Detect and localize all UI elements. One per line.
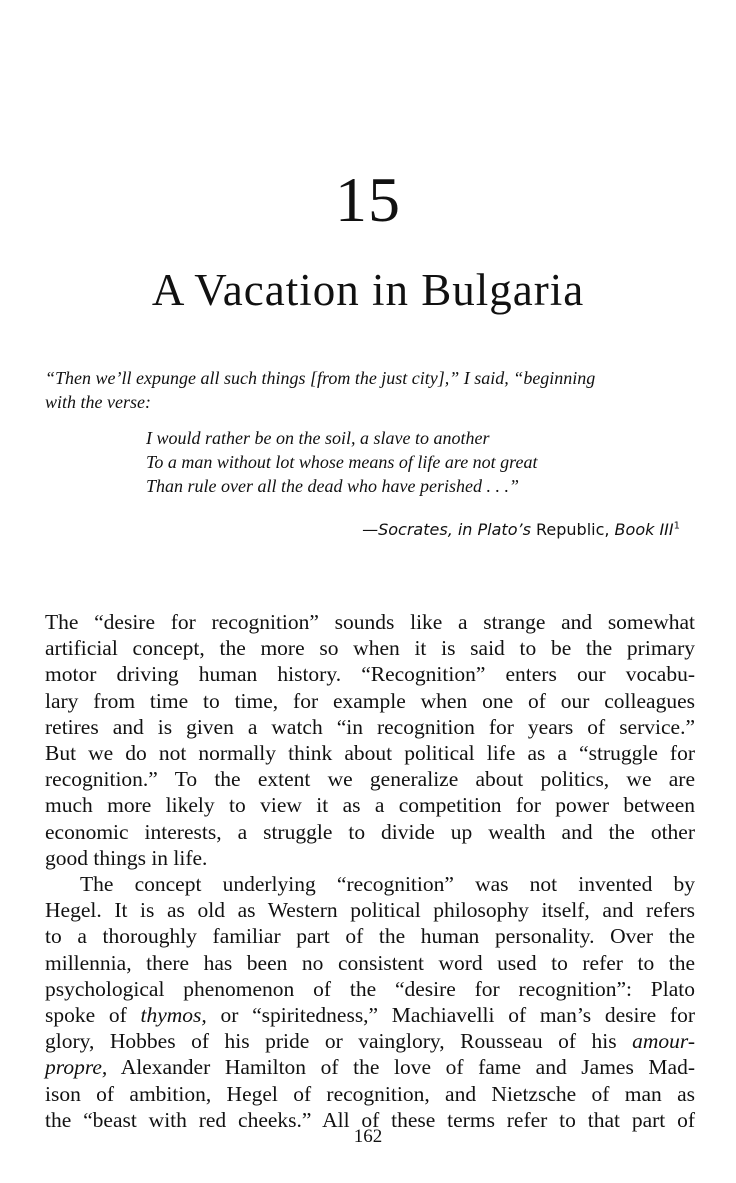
verse-line: I would rather be on the soil, a slave to another <box>146 428 490 448</box>
verse-line: To a man without lot whose means of life are not great <box>146 452 538 472</box>
body-line: lary from time to time, for example when one of our colleagues <box>45 688 695 713</box>
body-line: the “beast with red cheeks.” All of these terms refer to that part of <box>45 1107 695 1132</box>
emphasis-propre: propre, <box>45 1055 108 1080</box>
epigraph-line: with the verse: <box>45 392 151 412</box>
attribution-suffix: Book III <box>609 520 674 539</box>
epigraph-lead <box>45 366 690 414</box>
footnote-mark: 1 <box>673 520 680 532</box>
body-line: ison of ambition, Hegel of recognition, and Nietzsche of man as <box>45 1081 695 1106</box>
body-line: recognition.” To the extent we generalize about politics, we are <box>45 767 695 792</box>
chapter-title: A Vacation in Bulgaria <box>151 265 585 315</box>
page-number: 162 <box>353 1126 383 1147</box>
verse-line: Than rule over all the dead who have perished . . .” <box>146 476 519 496</box>
body-text-span: Alexander Hamilton of the love of fame and James Mad- <box>107 1055 695 1080</box>
body-line: millennia, there has been no consistent word used to refer to the <box>45 950 695 975</box>
body-text-span: glory, Hobbes of his pride or vainglory, Rousseau of his <box>45 1029 633 1054</box>
body-line <box>45 1054 695 1080</box>
epigraph-attribution <box>45 518 690 542</box>
body-line <box>45 1002 695 1028</box>
body-line: psychological phenomenon of the “desire for recognition”: Plato <box>45 976 695 1001</box>
body-line <box>45 1028 695 1054</box>
body-text-span: or “spiritedness,” Machiavelli of man’s desire for <box>206 1003 695 1028</box>
body-line: economic interests, a struggle to divide up wealth and the other <box>45 819 695 844</box>
body-line: good things in life. <box>45 845 208 870</box>
emphasis-amour: amour- <box>632 1029 695 1054</box>
verse-block <box>146 426 690 498</box>
body-line: The concept underlying “recognition” was not invented by <box>80 872 695 897</box>
body-text <box>45 609 695 1133</box>
attribution-prefix: —Socrates, in Plato’s <box>362 520 536 539</box>
chapter-number: 15 <box>335 164 401 235</box>
emphasis-thymos: thymos, <box>140 1003 207 1028</box>
body-line: much more likely to view it as a competition for power between <box>45 793 695 818</box>
body-line: The “desire for recognition” sounds like a strange and somewhat <box>45 610 695 634</box>
body-line: Hegel. It is as old as Western political philosophy itself, and refers <box>45 898 695 923</box>
body-line: retires and is given a watch “in recognition for years of service.” <box>45 714 695 739</box>
attribution-work: Republic, <box>536 520 610 539</box>
body-line: artificial concept, the more so when it is said to be the primary <box>45 636 695 661</box>
body-text-span: spoke of <box>45 1003 141 1028</box>
body-line: But we do not normally think about political life as a “struggle for <box>45 741 695 766</box>
body-line: to a thoroughly familiar part of the human personality. Over the <box>45 924 695 949</box>
epigraph <box>45 366 690 542</box>
body-line: motor driving human history. “Recognition” enters our vocabu- <box>45 662 695 687</box>
epigraph-line: “Then we’ll expunge all such things [from the just city],” I said, “beginning <box>45 368 596 388</box>
